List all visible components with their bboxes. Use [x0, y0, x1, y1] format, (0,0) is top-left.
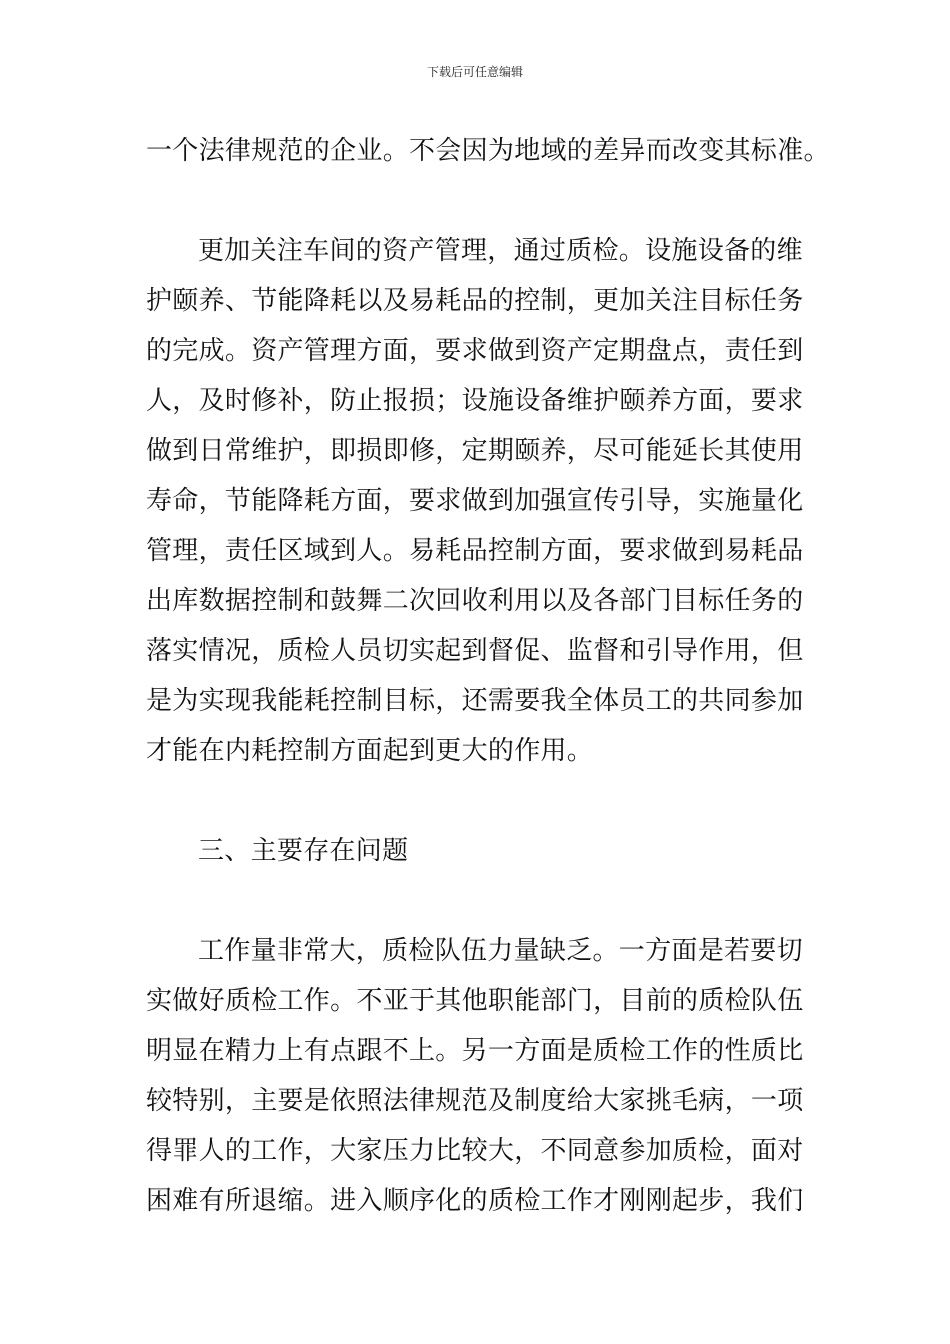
text-line: 更加关注车间的资产管理，通过质检。设施设备的维 — [198, 236, 803, 266]
section-heading — [146, 826, 810, 876]
text-line: 实做好质检工作。不亚于其他职能部门，目前的质检队伍 — [146, 986, 804, 1016]
text-line: 明显在精力上有点跟不上。另一方面是质检工作的性质比 — [146, 1036, 804, 1066]
text-line: 出库数据控制和鼓舞二次回收利用以及各部门目标任务的 — [146, 586, 804, 616]
paragraph-problems — [146, 926, 810, 1226]
text-line: 得罪人的工作，大家压力比较大，不同意参加质检，面对 — [146, 1136, 804, 1166]
document-body — [146, 126, 830, 1226]
text-line: 护颐养、节能降耗以及易耗品的控制，更加关注目标任务 — [146, 286, 804, 316]
text-line: 困难有所退缩。进入顺序化的质检工作才刚刚起步，我们 — [146, 1186, 804, 1216]
text-line: 管理，责任区域到人。易耗品控制方面，要求做到易耗品 — [146, 536, 804, 566]
text-line: 才能在内耗控制方面起到更大的作用。 — [146, 736, 594, 766]
text-line: 做到日常维护，即损即修，定期颐养，尽可能延长其使用 — [146, 436, 804, 466]
text-line: 的完成。资产管理方面，要求做到资产定期盘点，责任到 — [146, 336, 804, 366]
paragraph-asset-management — [146, 226, 810, 776]
section-heading-text: 三、主要存在问题 — [198, 836, 409, 866]
text-line: 落实情况，质检人员切实起到督促、监督和引导作用，但 — [146, 636, 804, 666]
text-line: 人，及时修补，防止报损；设施设备维护颐养方面，要求 — [146, 386, 804, 416]
paragraph-intro-continuation — [146, 126, 830, 176]
text-line: 是为实现我能耗控制目标，还需要我全体员工的共同参加 — [146, 686, 804, 716]
text-line: 一个法律规范的企业。不会因为地域的差异而改变其标准。 — [146, 136, 830, 166]
text-line: 工作量非常大，质检队伍力量缺乏。一方面是若要切 — [198, 936, 803, 966]
text-line: 寿命，节能降耗方面，要求做到加强宣传引导，实施量化 — [146, 486, 804, 516]
page-header: 下载后可任意编辑 — [426, 65, 523, 79]
text-line: 较特别，主要是依照法律规范及制度给大家挑毛病，一项 — [146, 1086, 804, 1116]
